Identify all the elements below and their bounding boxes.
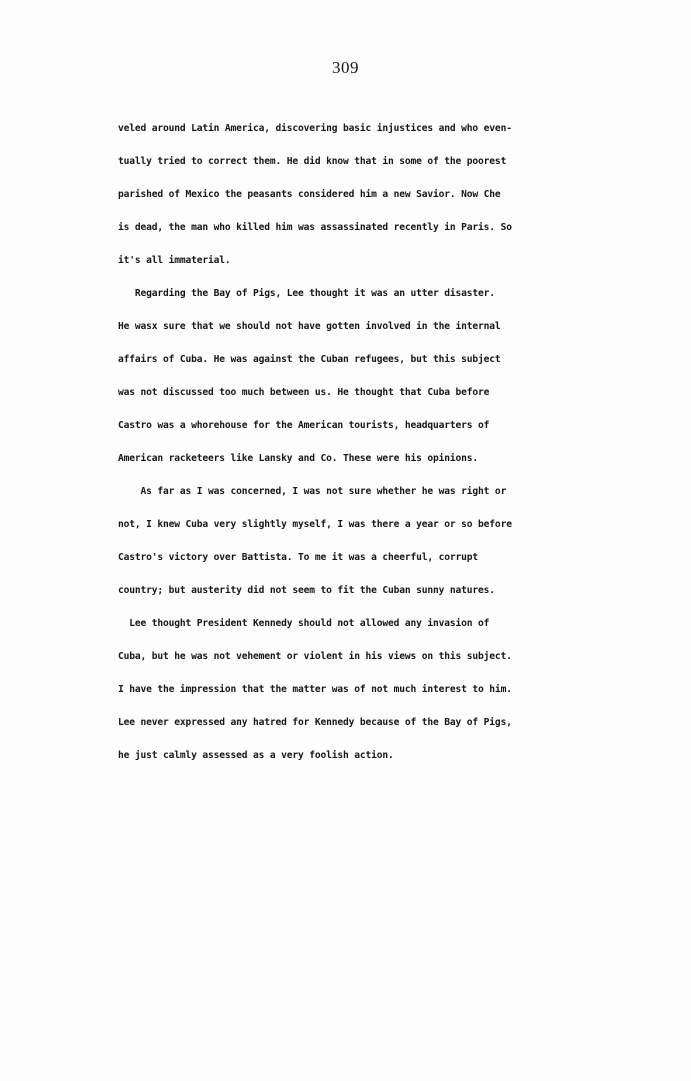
text-line: is dead, the man who killed him was assassinated recently in Paris. So	[118, 222, 512, 233]
text-line: Regarding the Bay of Pigs, Lee thought it was an utter disaster.	[118, 288, 495, 299]
text-line: tually tried to correct them. He did know that in some of the poorest	[118, 156, 507, 167]
body-text	[118, 112, 593, 772]
text-line: it's all immaterial.	[118, 255, 231, 266]
text-line: As far as I was concerned, I was not sure whether he was right or	[118, 486, 507, 497]
text-line: I have the impression that the matter was of not much interest to him.	[118, 684, 512, 695]
text-line: Castro's victory over Battista. To me it was a cheerful, corrupt	[118, 552, 479, 563]
page-number: 309	[332, 58, 359, 77]
text-line: Cuba, but he was not vehement or violent in his views on this subject.	[118, 651, 512, 662]
text-line: affairs of Cuba. He was against the Cuban refugees, but this subject	[118, 354, 501, 365]
text-line: not, I knew Cuba very slightly myself, I was there a year or so before	[118, 519, 512, 530]
text-line: country; but austerity did not seem to fit the Cuban sunny natures.	[118, 585, 495, 596]
text-line: was not discussed too much between us. He thought that Cuba before	[118, 387, 490, 398]
text-line: veled around Latin America, discovering basic injustices and who even-	[118, 123, 512, 134]
text-line: Lee never expressed any hatred for Kennedy because of the Bay of Pigs,	[118, 717, 512, 728]
text-line: parished of Mexico the peasants considered him a new Savior. Now Che	[118, 189, 501, 200]
text-line: He wasx sure that we should not have gotten involved in the internal	[118, 321, 501, 332]
text-line: Lee thought President Kennedy should not allowed any invasion of	[118, 618, 490, 629]
text-line: he just calmly assessed as a very foolish action.	[118, 750, 394, 761]
text-line: American racketeers like Lansky and Co. These were his opinions.	[118, 453, 479, 464]
text-line: Castro was a whorehouse for the American tourists, headquarters of	[118, 420, 490, 431]
